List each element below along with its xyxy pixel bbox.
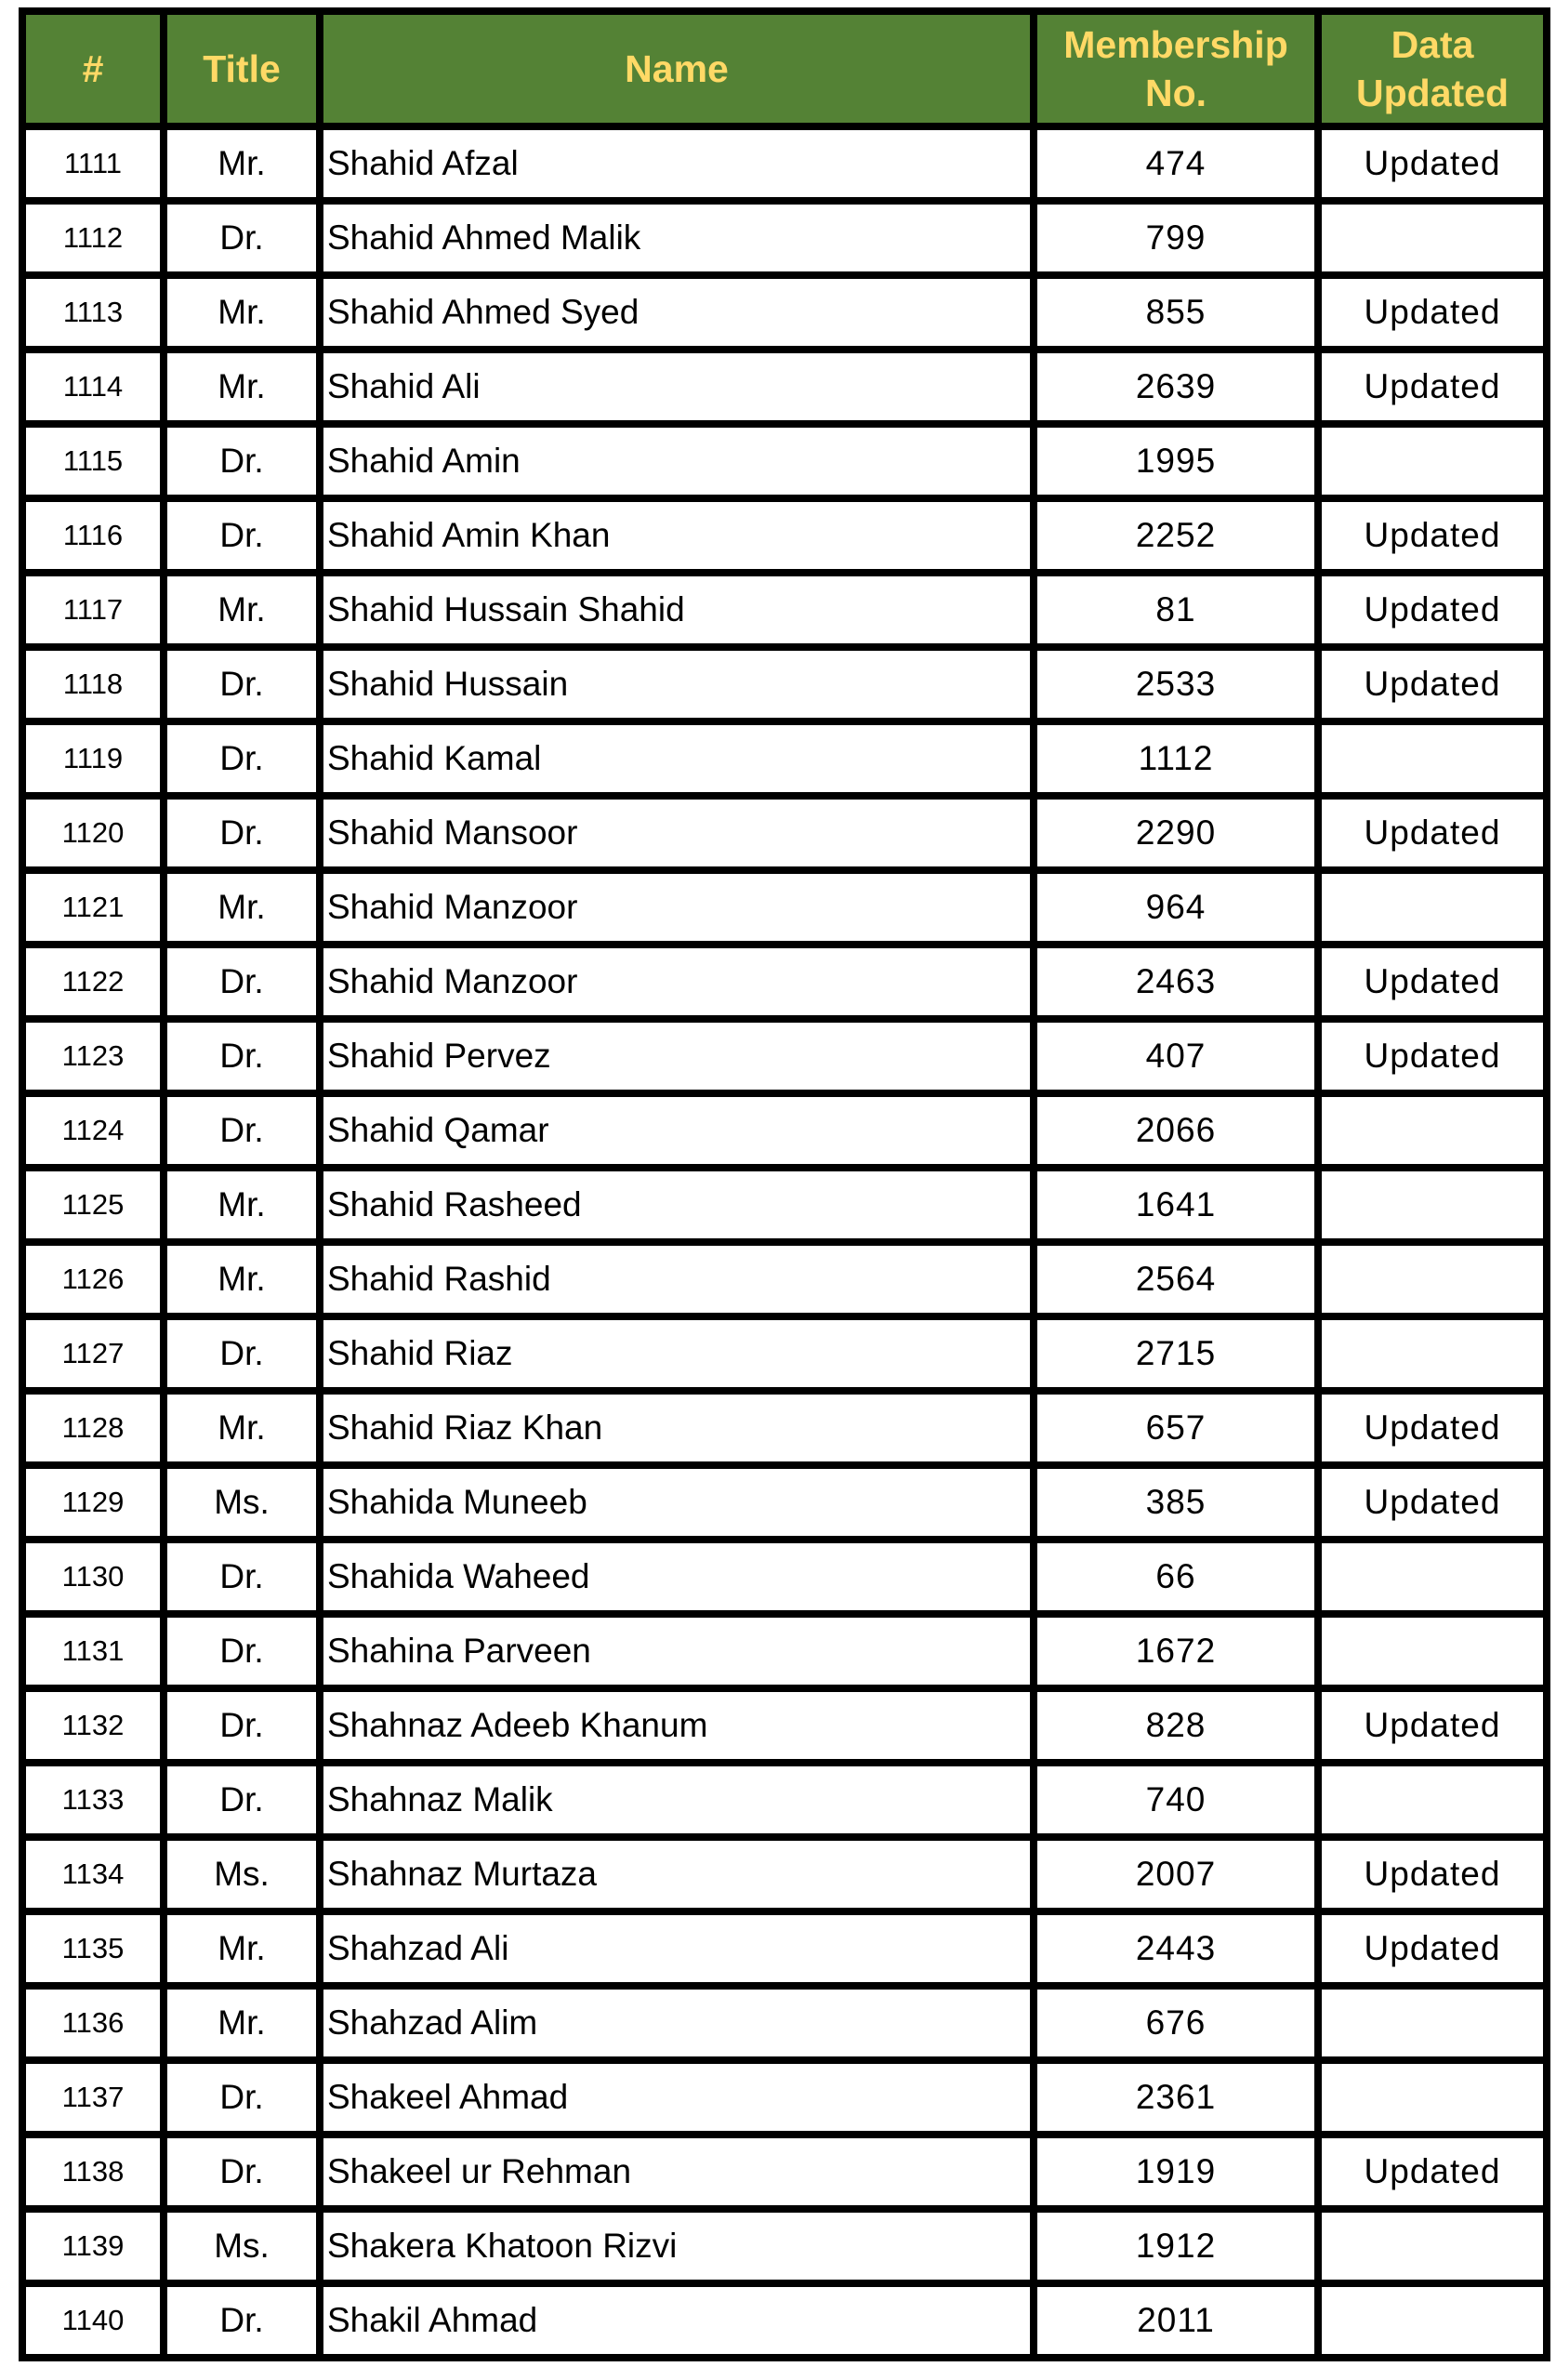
row-number: 1112 [22, 201, 164, 275]
row-data-updated: Updated [1318, 945, 1547, 1019]
row-name: Shakeel ur Rehman [320, 2135, 1034, 2209]
row-data-updated [1318, 1614, 1547, 1688]
row-title: Dr. [164, 1540, 320, 1614]
row-title: Dr. [164, 498, 320, 573]
row-membership-no: 2715 [1034, 1316, 1318, 1391]
row-number: 1136 [22, 1986, 164, 2060]
row-title: Mr. [164, 573, 320, 647]
row-name: Shahid Pervez [320, 1019, 1034, 1093]
row-title: Mr. [164, 1986, 320, 2060]
table-row [22, 1911, 1547, 1986]
row-number: 1117 [22, 573, 164, 647]
table-row [22, 1019, 1547, 1093]
row-data-updated [1318, 1242, 1547, 1316]
row-membership-no: 2361 [1034, 2060, 1318, 2135]
header-row [22, 11, 1547, 126]
row-title: Dr. [164, 1316, 320, 1391]
row-number: 1126 [22, 1242, 164, 1316]
row-title: Dr. [164, 1019, 320, 1093]
row-name: Shahid Amin Khan [320, 498, 1034, 573]
row-number: 1130 [22, 1540, 164, 1614]
table-row [22, 1540, 1547, 1614]
row-name: Shahid Mansoor [320, 796, 1034, 870]
header-membership-line1: Membership [1063, 23, 1288, 66]
row-name: Shakera Khatoon Rizvi [320, 2209, 1034, 2283]
row-number: 1131 [22, 1614, 164, 1688]
table-row [22, 2060, 1547, 2135]
row-membership-no: 799 [1034, 201, 1318, 275]
row-title: Mr. [164, 1242, 320, 1316]
row-data-updated: Updated [1318, 1688, 1547, 1763]
row-data-updated [1318, 1168, 1547, 1242]
row-data-updated: Updated [1318, 1019, 1547, 1093]
header-title [164, 11, 320, 126]
row-title: Dr. [164, 647, 320, 721]
row-number: 1135 [22, 1911, 164, 1986]
row-membership-no: 385 [1034, 1465, 1318, 1540]
row-number: 1111 [22, 126, 164, 201]
row-membership-no: 407 [1034, 1019, 1318, 1093]
row-membership-no: 2443 [1034, 1911, 1318, 1986]
row-membership-no: 81 [1034, 573, 1318, 647]
row-data-updated: Updated [1318, 1465, 1547, 1540]
table-row [22, 2209, 1547, 2283]
row-data-updated: Updated [1318, 350, 1547, 424]
table-row [22, 201, 1547, 275]
table-row [22, 2283, 1547, 2358]
row-title: Dr. [164, 721, 320, 796]
row-data-updated [1318, 201, 1547, 275]
row-membership-no: 1672 [1034, 1614, 1318, 1688]
row-title: Dr. [164, 2283, 320, 2358]
row-name: Shahid Riaz [320, 1316, 1034, 1391]
row-title: Dr. [164, 1093, 320, 1168]
row-membership-no: 964 [1034, 870, 1318, 945]
row-membership-no: 1919 [1034, 2135, 1318, 2209]
row-data-updated: Updated [1318, 1837, 1547, 1911]
row-data-updated [1318, 721, 1547, 796]
row-membership-no: 2007 [1034, 1837, 1318, 1911]
row-title: Dr. [164, 424, 320, 498]
row-membership-no: 2290 [1034, 796, 1318, 870]
row-number: 1119 [22, 721, 164, 796]
table-row [22, 647, 1547, 721]
row-number: 1125 [22, 1168, 164, 1242]
row-name: Shahid Kamal [320, 721, 1034, 796]
row-name: Shahid Rashid [320, 1242, 1034, 1316]
row-membership-no: 66 [1034, 1540, 1318, 1614]
row-name: Shahzad Alim [320, 1986, 1034, 2060]
row-title: Mr. [164, 275, 320, 350]
row-number: 1124 [22, 1093, 164, 1168]
header-number [22, 11, 164, 126]
row-membership-no: 2011 [1034, 2283, 1318, 2358]
row-title: Dr. [164, 2060, 320, 2135]
row-number: 1133 [22, 1763, 164, 1837]
row-data-updated [1318, 1763, 1547, 1837]
table-row [22, 424, 1547, 498]
row-data-updated: Updated [1318, 1391, 1547, 1465]
table-row [22, 1986, 1547, 2060]
row-membership-no: 657 [1034, 1391, 1318, 1465]
table-row [22, 796, 1547, 870]
row-name: Shahid Riaz Khan [320, 1391, 1034, 1465]
row-membership-no: 2564 [1034, 1242, 1318, 1316]
row-number: 1122 [22, 945, 164, 1019]
row-membership-no: 1995 [1034, 424, 1318, 498]
row-name: Shahid Rasheed [320, 1168, 1034, 1242]
row-data-updated [1318, 1316, 1547, 1391]
row-name: Shahnaz Murtaza [320, 1837, 1034, 1911]
row-data-updated [1318, 1986, 1547, 2060]
table-row [22, 1614, 1547, 1688]
row-membership-no: 828 [1034, 1688, 1318, 1763]
table-header [22, 11, 1547, 126]
row-data-updated: Updated [1318, 275, 1547, 350]
row-name: Shahid Qamar [320, 1093, 1034, 1168]
row-name: Shahid Amin [320, 424, 1034, 498]
row-membership-no: 1641 [1034, 1168, 1318, 1242]
table-row [22, 1465, 1547, 1540]
row-title: Dr. [164, 1688, 320, 1763]
row-data-updated: Updated [1318, 796, 1547, 870]
row-number: 1114 [22, 350, 164, 424]
row-number: 1116 [22, 498, 164, 573]
row-title: Dr. [164, 1614, 320, 1688]
row-name: Shahid Manzoor [320, 870, 1034, 945]
table-row [22, 126, 1547, 201]
header-number-label: # [82, 47, 104, 90]
row-name: Shahid Hussain [320, 647, 1034, 721]
row-number: 1127 [22, 1316, 164, 1391]
table-row [22, 870, 1547, 945]
table-row [22, 1688, 1547, 1763]
row-name: Shahid Hussain Shahid [320, 573, 1034, 647]
row-title: Dr. [164, 945, 320, 1019]
header-title-label: Title [203, 47, 281, 90]
row-number: 1129 [22, 1465, 164, 1540]
table-row [22, 1168, 1547, 1242]
row-name: Shahida Waheed [320, 1540, 1034, 1614]
table-row [22, 721, 1547, 796]
header-membership-line2: No. [1144, 72, 1207, 114]
row-data-updated [1318, 2060, 1547, 2135]
row-number: 1140 [22, 2283, 164, 2358]
row-number: 1138 [22, 2135, 164, 2209]
row-name: Shahina Parveen [320, 1614, 1034, 1688]
table-row [22, 1316, 1547, 1391]
row-name: Shakeel Ahmad [320, 2060, 1034, 2135]
table-row [22, 1837, 1547, 1911]
row-data-updated: Updated [1318, 1911, 1547, 1986]
table-row [22, 2135, 1547, 2209]
row-number: 1113 [22, 275, 164, 350]
header-membership-no [1034, 11, 1318, 126]
row-title: Ms. [164, 2209, 320, 2283]
row-number: 1128 [22, 1391, 164, 1465]
row-membership-no: 2639 [1034, 350, 1318, 424]
header-name-label: Name [625, 47, 729, 90]
row-title: Dr. [164, 2135, 320, 2209]
row-name: Shakil Ahmad [320, 2283, 1034, 2358]
row-membership-no: 2066 [1034, 1093, 1318, 1168]
row-name: Shahid Afzal [320, 126, 1034, 201]
row-name: Shahid Manzoor [320, 945, 1034, 1019]
table-row [22, 275, 1547, 350]
row-name: Shahid Ali [320, 350, 1034, 424]
row-membership-no: 740 [1034, 1763, 1318, 1837]
row-data-updated [1318, 1540, 1547, 1614]
row-number: 1139 [22, 2209, 164, 2283]
row-membership-no: 2533 [1034, 647, 1318, 721]
row-title: Dr. [164, 796, 320, 870]
row-title: Mr. [164, 350, 320, 424]
row-title: Dr. [164, 201, 320, 275]
members-table [19, 7, 1550, 2361]
row-title: Dr. [164, 1763, 320, 1837]
row-data-updated [1318, 1093, 1547, 1168]
row-title: Mr. [164, 126, 320, 201]
row-name: Shahida Muneeb [320, 1465, 1034, 1540]
row-number: 1120 [22, 796, 164, 870]
row-membership-no: 2463 [1034, 945, 1318, 1019]
row-title: Ms. [164, 1465, 320, 1540]
row-name: Shahnaz Adeeb Khanum [320, 1688, 1034, 1763]
table-row [22, 1242, 1547, 1316]
row-title: Mr. [164, 1391, 320, 1465]
row-membership-no: 2252 [1034, 498, 1318, 573]
row-data-updated [1318, 424, 1547, 498]
row-data-updated [1318, 2283, 1547, 2358]
row-title: Mr. [164, 1168, 320, 1242]
row-number: 1137 [22, 2060, 164, 2135]
table-row [22, 1391, 1547, 1465]
row-membership-no: 474 [1034, 126, 1318, 201]
row-number: 1121 [22, 870, 164, 945]
row-title: Mr. [164, 1911, 320, 1986]
row-data-updated: Updated [1318, 126, 1547, 201]
row-membership-no: 855 [1034, 275, 1318, 350]
row-data-updated [1318, 870, 1547, 945]
header-data-updated [1318, 11, 1547, 126]
row-number: 1118 [22, 647, 164, 721]
row-name: Shahnaz Malik [320, 1763, 1034, 1837]
table-row [22, 1763, 1547, 1837]
row-number: 1115 [22, 424, 164, 498]
row-name: Shahid Ahmed Syed [320, 275, 1034, 350]
row-number: 1134 [22, 1837, 164, 1911]
row-title: Mr. [164, 870, 320, 945]
table-row [22, 1093, 1547, 1168]
row-data-updated: Updated [1318, 647, 1547, 721]
row-membership-no: 676 [1034, 1986, 1318, 2060]
table-row [22, 498, 1547, 573]
header-updated-line1: Data [1391, 23, 1474, 66]
row-number: 1132 [22, 1688, 164, 1763]
row-data-updated [1318, 2209, 1547, 2283]
row-name: Shahzad Ali [320, 1911, 1034, 1986]
row-number: 1123 [22, 1019, 164, 1093]
table-row [22, 350, 1547, 424]
row-membership-no: 1112 [1034, 721, 1318, 796]
table-row [22, 573, 1547, 647]
row-title: Ms. [164, 1837, 320, 1911]
table-body [22, 126, 1547, 2358]
row-data-updated: Updated [1318, 2135, 1547, 2209]
row-name: Shahid Ahmed Malik [320, 201, 1034, 275]
header-name [320, 11, 1034, 126]
table-row [22, 945, 1547, 1019]
row-data-updated: Updated [1318, 573, 1547, 647]
row-data-updated: Updated [1318, 498, 1547, 573]
row-membership-no: 1912 [1034, 2209, 1318, 2283]
header-updated-line2: Updated [1356, 72, 1509, 114]
